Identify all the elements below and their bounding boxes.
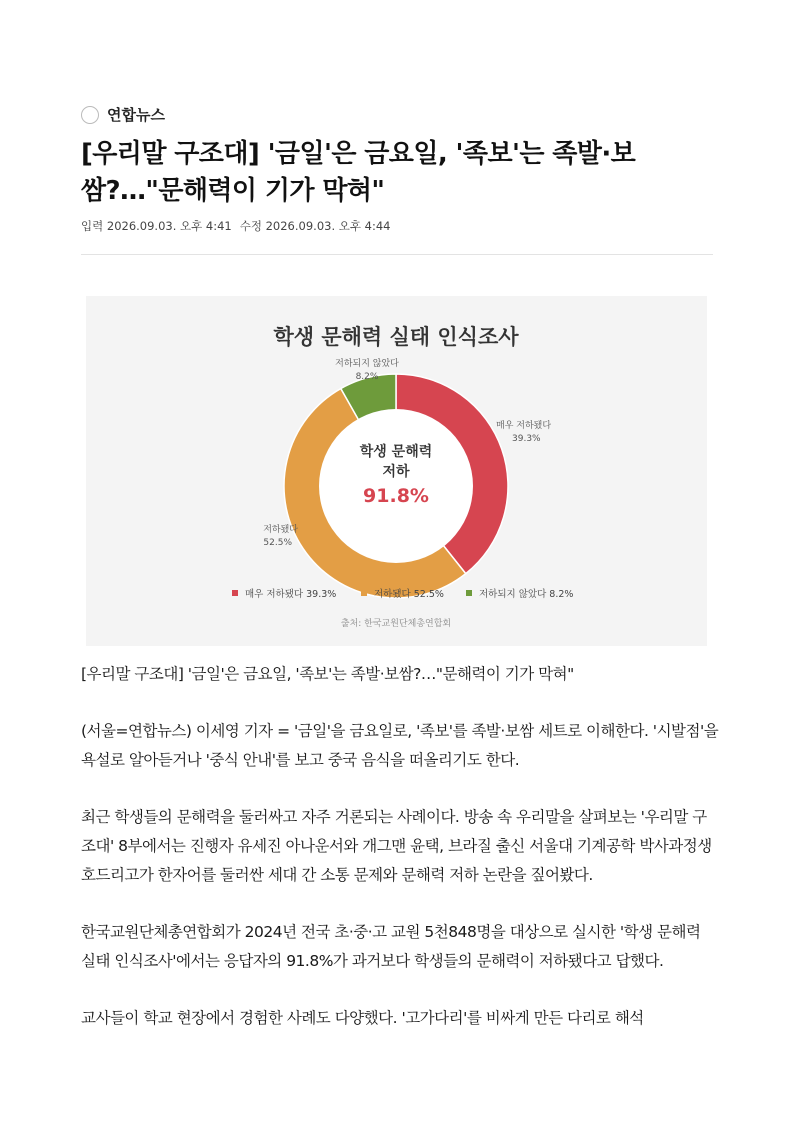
- slice-label: 매우 저하됐다: [496, 421, 552, 431]
- legend-swatch: [361, 590, 367, 596]
- legend-entry: 저하됐다 52.5%: [374, 589, 444, 600]
- chart-figure: [86, 296, 707, 646]
- center-label-line2: 저하: [382, 464, 410, 480]
- slice-value-label: 39.3%: [512, 434, 541, 444]
- source[interactable]: [81, 104, 165, 125]
- center-label-line1: 학생 문해력: [359, 444, 433, 460]
- slice-label: 저하되지 않았다: [335, 359, 399, 369]
- chart-title: 학생 문해력 실태 인식조사: [273, 325, 519, 349]
- legend-entry: 저하되지 않았다 8.2%: [479, 589, 574, 600]
- image-caption: [우리말 구조대] '금일'은 금요일, '족보'는 족발·보쌈?…"문해력이 기가 막혀": [81, 665, 574, 683]
- slice-value-label: 52.5%: [263, 538, 292, 548]
- chart-source-note: 출처: 한국교원단체총연합회: [340, 619, 452, 629]
- slice-value-label: 8.2%: [355, 372, 379, 382]
- legend-entry: 매우 저하됐다 39.3%: [245, 589, 337, 600]
- press-logo-icon: [81, 106, 99, 124]
- paragraph: 한국교원단체총연합회가 2024년 전국 초·중·고 교원 5천848명을 대상으로 실시한 '학생 문해력 실태 인식조사'에서는 응답자의 91.8%가 과거보다 학생들의 문해력이 저하됐다고 답했다.: [81, 923, 701, 970]
- published-time: 입력 2026.09.03. 오후 4:41: [81, 219, 232, 233]
- source-name: 연합뉴스: [107, 106, 165, 124]
- legend-swatch: [232, 590, 238, 596]
- modified-time: 수정 2026.09.03. 오후 4:44: [239, 219, 391, 233]
- header-divider: [81, 254, 713, 255]
- slice-label: 저하됐다: [263, 525, 298, 535]
- center-value: 91.8%: [363, 485, 429, 507]
- paragraph: 최근 학생들의 문해력을 둘러싸고 자주 거론되는 사례이다. 방송 속 우리말을 살펴보는 '우리말 구조대' 8부에서는 진행자 유세진 아나운서와 개그맨 윤택, 브라질 출신 서울대 기계공학 박사과정생 호드리고가 한자어를 둘러싼 세대 간 소통 문제와 문해력 저하 논란을 짚어봤다.: [81, 808, 712, 884]
- paragraph: 교사들이 학교 현장에서 경험한 사례도 다양했다. '고가다리'를 비싸게 만든 다리로 해석: [81, 1009, 644, 1027]
- donut-chart: [86, 296, 707, 646]
- paragraph: (서울=연합뉴스) 이세영 기자 = '금일'을 금요일로, '족보'를 족발·보쌈 세트로 이해한다. '시발점'을 욕설로 알아듣거나 '중식 안내'를 보고 중국 음식을 떠올리기도 한다.: [81, 722, 719, 769]
- legend-swatch: [466, 590, 472, 596]
- article-body: [81, 660, 719, 1061]
- article-meta: [81, 218, 390, 234]
- article-headline: [우리말 구조대] '금일'은 금요일, '족보'는 족발·보쌈?…"문해력이 기가 막혀": [81, 139, 636, 206]
